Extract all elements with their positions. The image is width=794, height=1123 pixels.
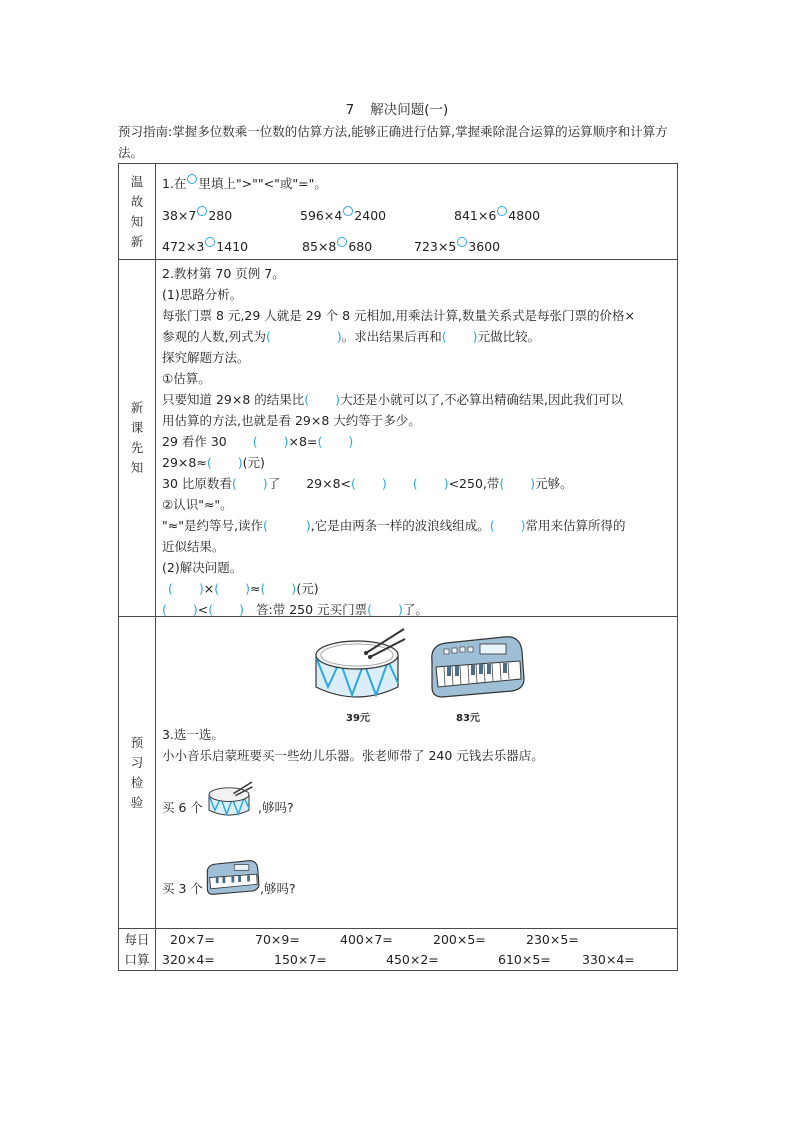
mental-math-item: 200×5= <box>433 932 486 947</box>
answer-circle[interactable] <box>197 206 207 216</box>
compare-item: 85×8 680 <box>302 239 373 254</box>
question-text: 小小音乐启蒙班要买一些幼儿乐器。张老师带了 240 元钱去乐器店。 <box>162 748 544 763</box>
text-line: 每张门票 8 元,29 人就是 29 个 8 元相加,用乘法计算,数量关系式是每张门票的价格× <box>162 308 635 323</box>
question-2: 买 3 个 <box>162 881 203 896</box>
keyboard-image <box>426 631 526 701</box>
text-line: 参观的人数,列式为( )。求出结果后再和( )元做比较。 <box>162 329 541 344</box>
compare-item: 841×6 4800 <box>454 208 541 223</box>
mental-math-item: 70×9= <box>255 932 300 947</box>
text-line: 30 比原数看( )了 29×8<( ) ( )<250,带( )元够。 <box>162 476 573 491</box>
mental-math-item: 610×5= <box>498 952 551 967</box>
text-line: ①估算。 <box>162 371 211 386</box>
review-instruction: 1.在 里填上">""<"或"="。 <box>162 176 327 191</box>
mental-math-item: 20×7= <box>170 932 215 947</box>
page-title <box>0 98 794 118</box>
answer-circle[interactable] <box>497 206 507 216</box>
keyboard-price: 83元 <box>456 713 480 724</box>
new-lesson-section <box>156 260 678 617</box>
section-label-daily <box>119 929 156 971</box>
daily-section <box>156 929 678 971</box>
worksheet-table <box>118 163 678 971</box>
text-line: "≈"是约等号,读作( ),它是由两条一样的波浪线组成。( )常用来估算所得的 <box>162 518 626 533</box>
section-label-new: 新课先知 <box>119 260 156 617</box>
text-line: 用估算的方法,也就是看 29×8 大约等于多少。 <box>162 413 421 428</box>
text-line: 只要知道 29×8 的结果比( )大还是小就可以了,不必算出精确结果,因此我们可以 <box>162 392 624 407</box>
text-line: ( )×( )≈( )(元) <box>168 581 319 596</box>
text-line: 近似结果。 <box>162 539 225 554</box>
text-line: 29 看作 30 ( )×8=( ) <box>162 434 354 449</box>
circle-icon <box>187 174 197 184</box>
daily-label-line2: 口算 <box>124 952 150 967</box>
check-section <box>156 617 678 929</box>
mental-math-item: 400×7= <box>340 932 393 947</box>
text-line: ( )<( ) 答:带 250 元买门票( )了。 <box>162 602 428 617</box>
text-line: ②认识"≈"。 <box>162 497 233 512</box>
example-heading: 2.教材第 70 页例 7。 <box>162 266 285 281</box>
answer-circle[interactable] <box>343 206 353 216</box>
question-heading: 3.选一选。 <box>162 727 224 742</box>
section-label-check: 预习检验 <box>119 617 156 929</box>
analysis-heading: (1)思路分析。 <box>162 287 243 302</box>
mental-math-item: 150×7= <box>274 952 327 967</box>
section-label-review: 温故知新 <box>119 164 156 260</box>
compare-item: 472×3 1410 <box>162 239 249 254</box>
mental-math-item: 320×4= <box>162 952 215 967</box>
review-section <box>156 164 678 260</box>
compare-item: 723×5 3600 <box>414 239 501 254</box>
drum-icon <box>204 780 256 820</box>
question-2-suffix: ,够吗? <box>260 881 296 896</box>
text-line: 探究解题方法。 <box>162 350 250 365</box>
mental-math-item: 230×5= <box>526 932 579 947</box>
lesson-number: 7 <box>345 102 355 118</box>
question-1: 买 6 个 <box>162 800 203 815</box>
preview-guide: 预习指南:掌握多位数乘一位数的估算方法,能够正确进行估算,掌握乘除混合运算的运算顺序和计算方法。 <box>118 124 668 160</box>
compare-item: 596×4 2400 <box>300 208 387 223</box>
mental-math-item: 450×2= <box>386 952 439 967</box>
daily-label-line1: 每日 <box>124 932 150 947</box>
answer-circle[interactable] <box>337 237 347 247</box>
drum-image <box>312 625 406 707</box>
drum-price: 39元 <box>346 713 370 724</box>
mental-math-item: 330×4= <box>582 952 635 967</box>
text-line: 29×8≈( )(元) <box>162 455 265 470</box>
answer-circle[interactable] <box>457 237 467 247</box>
answer-circle[interactable] <box>205 237 215 247</box>
text-line: (2)解决问题。 <box>162 560 243 575</box>
keyboard-icon <box>204 857 260 897</box>
compare-item: 38×7 280 <box>162 208 233 223</box>
question-1-suffix: ,够吗? <box>258 800 294 815</box>
lesson-title: 解决问题(一) <box>370 102 449 118</box>
